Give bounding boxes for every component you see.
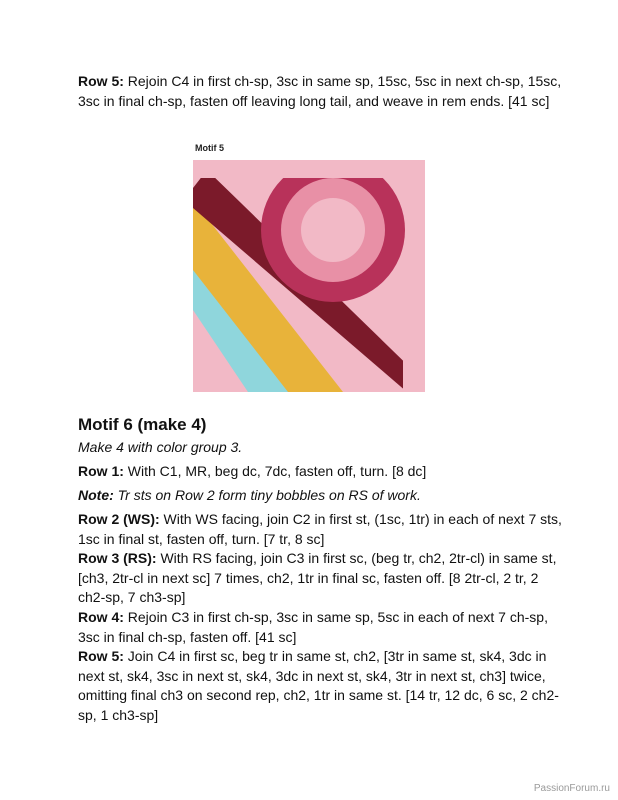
row-label: Row 5: (78, 73, 124, 89)
row-label: Row 4: (78, 609, 124, 625)
motif6-row4-paragraph (78, 608, 564, 647)
row-label: Row 5: (78, 648, 124, 664)
pink-border (403, 160, 425, 392)
row-label: Row 1: (78, 463, 124, 479)
row-text: Rejoin C3 in first ch-sp, 3sc in same sp, 5sc in each of next 7 ch-sp, 3sc in final ch-sp, fasten off. [41 sc] (78, 609, 548, 645)
motif6-heading: Motif 6 (make 4) (78, 415, 207, 434)
motif6-row3-paragraph (78, 549, 564, 608)
row-text: With RS facing, join C3 in first sc, (beg tr, ch2, 2tr-cl) in same st, [ch3, 2tr-cl in next sc] 7 times, ch2, 1tr in final sc, fasten off. [8 2tr-cl, 2 tr, 2 ch2-sp, 7 ch3-sp] (78, 550, 557, 605)
photo-caption: Motif 5 (195, 143, 224, 153)
motif5-row5-paragraph (78, 72, 564, 111)
row-text: Join C4 in first sc, beg tr in same st, ch2, [3tr in same st, sk4, 3dc in next st, sk4, 3sc in next st, sk4, 3dc in next st, sk4, 3tr in next st, ch3] twice, omitting final ch3 on second rep, ch2, 1tr in same st. [14 tr, 12 dc, 6 sc, 2 ch2-sp, 1 ch3-sp] (78, 648, 559, 723)
row-text: Rejoin C4 in first ch-sp, 3sc in same sp, 15sc, 5sc in next ch-sp, 15sc, 3sc in final ch-sp, fasten off leaving long tail, and weave in rem ends. [41 sc] (78, 73, 562, 109)
watermark-footer: PassionForum.ru (533, 783, 610, 794)
note-text: Tr sts on Row 2 form tiny bobbles on RS of work. (113, 487, 421, 503)
row-text: With WS facing, join C2 in first st, (1sc, 1tr) in each of next 7 sts, 1sc in final st, fasten off, turn. [7 tr, 8 sc] (78, 511, 562, 547)
motif5-photo (193, 160, 425, 392)
motif6-intro: Make 4 with color group 3. (78, 439, 243, 455)
pink-top-border (193, 160, 425, 178)
motif6-note-paragraph (78, 486, 564, 506)
motif6-row1-paragraph (78, 462, 564, 482)
pink-flower-center (301, 198, 365, 262)
motif6-row2-paragraph (78, 510, 564, 549)
row-label: Row 3 (RS): (78, 550, 157, 566)
row-label: Row 2 (WS): (78, 511, 160, 527)
crochet-motif-illustration (193, 160, 425, 392)
motif6-row5-paragraph (78, 647, 564, 725)
note-label: Note: (78, 487, 114, 503)
row-text: With C1, MR, beg dc, 7dc, fasten off, turn. [8 dc] (123, 463, 427, 479)
